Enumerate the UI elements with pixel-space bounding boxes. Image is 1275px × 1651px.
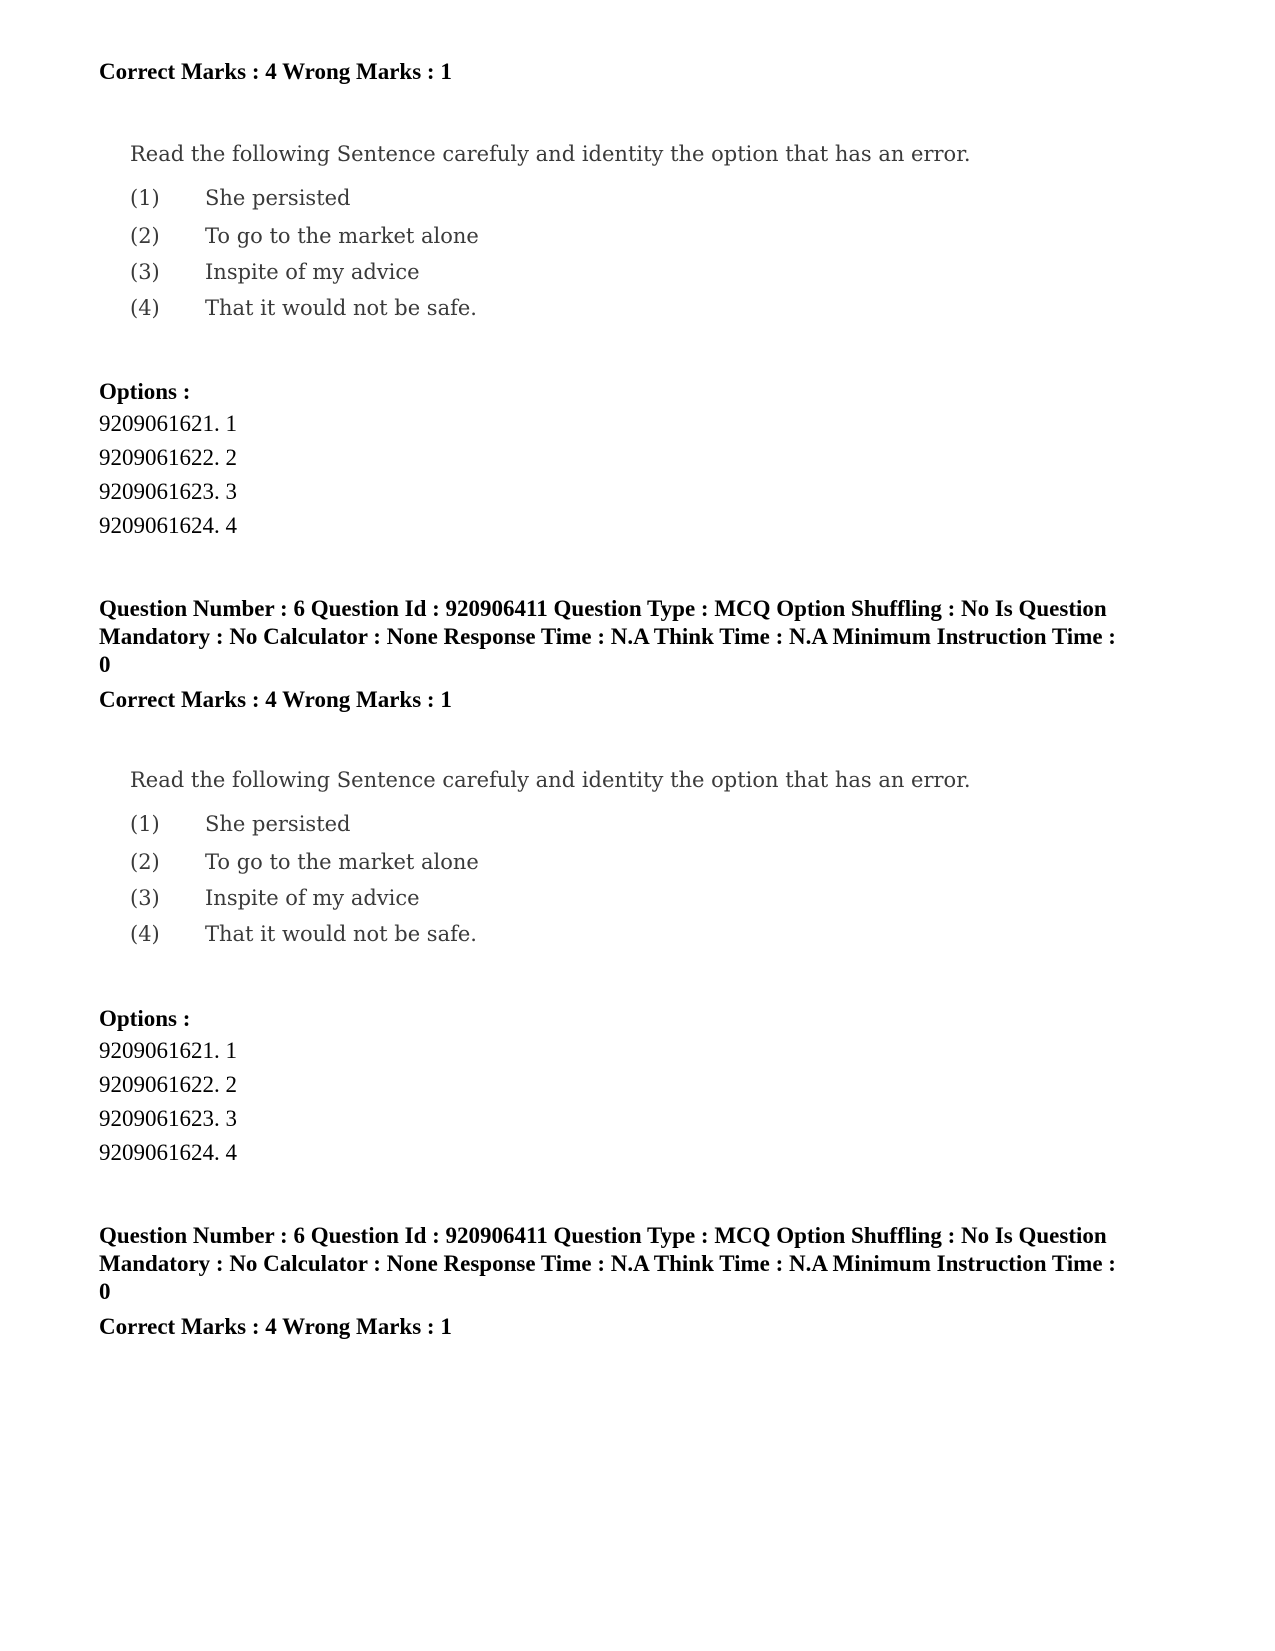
choice-number: (4) [130, 922, 160, 946]
correct-wrong-marks: Correct Marks : 4 Wrong Marks : 1 [99, 1314, 452, 1339]
options-label: Options : [99, 379, 191, 404]
question-choice [130, 294, 1030, 322]
option-item: 9209061622. 2 [99, 445, 237, 470]
choice-text: Inspite of my advice [205, 886, 420, 910]
option-item: 9209061623. 3 [99, 479, 237, 504]
choice-text: She persisted [205, 186, 351, 210]
options-label: Options : [99, 1006, 191, 1031]
choice-number: (3) [130, 260, 160, 284]
choice-number: (1) [130, 812, 160, 836]
choice-text: She persisted [205, 812, 351, 836]
question-meta: Question Number : 6 Question Id : 920906411 Question Type : MCQ Option Shuffling : No Is Question Mandatory : No Calculator : None Response Time : N.A Think Time : N.A Minimum Instruction Time : 0 [99, 596, 1116, 677]
question-choice [130, 920, 1030, 948]
correct-wrong-marks: Correct Marks : 4 Wrong Marks : 1 [99, 687, 452, 712]
option-item: 9209061624. 4 [99, 513, 237, 538]
choice-number: (1) [130, 186, 160, 210]
option-item: 9209061624. 4 [99, 1140, 237, 1165]
choice-text: That it would not be safe. [205, 296, 477, 320]
choice-number: (2) [130, 850, 160, 874]
question-image [130, 766, 1030, 948]
question-stem: Read the following Sentence carefuly and identity the option that has an error. [130, 768, 971, 792]
choice-number: (3) [130, 886, 160, 910]
choice-number: (2) [130, 224, 160, 248]
question-choice [130, 184, 1030, 212]
correct-wrong-marks: Correct Marks : 4 Wrong Marks : 1 [99, 59, 452, 84]
question-choice [130, 884, 1030, 912]
question-choice [130, 848, 1030, 876]
option-item: 9209061621. 1 [99, 1038, 237, 1063]
question-stem: Read the following Sentence carefuly and identity the option that has an error. [130, 142, 971, 166]
choice-text: To go to the market alone [205, 850, 479, 874]
question-choice [130, 222, 1030, 250]
question-image [130, 140, 1030, 322]
choice-text: That it would not be safe. [205, 922, 477, 946]
choice-number: (4) [130, 296, 160, 320]
question-choice [130, 810, 1030, 838]
option-item: 9209061623. 3 [99, 1106, 237, 1131]
option-item: 9209061621. 1 [99, 411, 237, 436]
option-item: 9209061622. 2 [99, 1072, 237, 1097]
question-meta: Question Number : 6 Question Id : 920906411 Question Type : MCQ Option Shuffling : No Is Question Mandatory : No Calculator : None Response Time : N.A Think Time : N.A Minimum Instruction Time : 0 [99, 1223, 1116, 1304]
question-choice [130, 258, 1030, 286]
choice-text: Inspite of my advice [205, 260, 420, 284]
choice-text: To go to the market alone [205, 224, 479, 248]
